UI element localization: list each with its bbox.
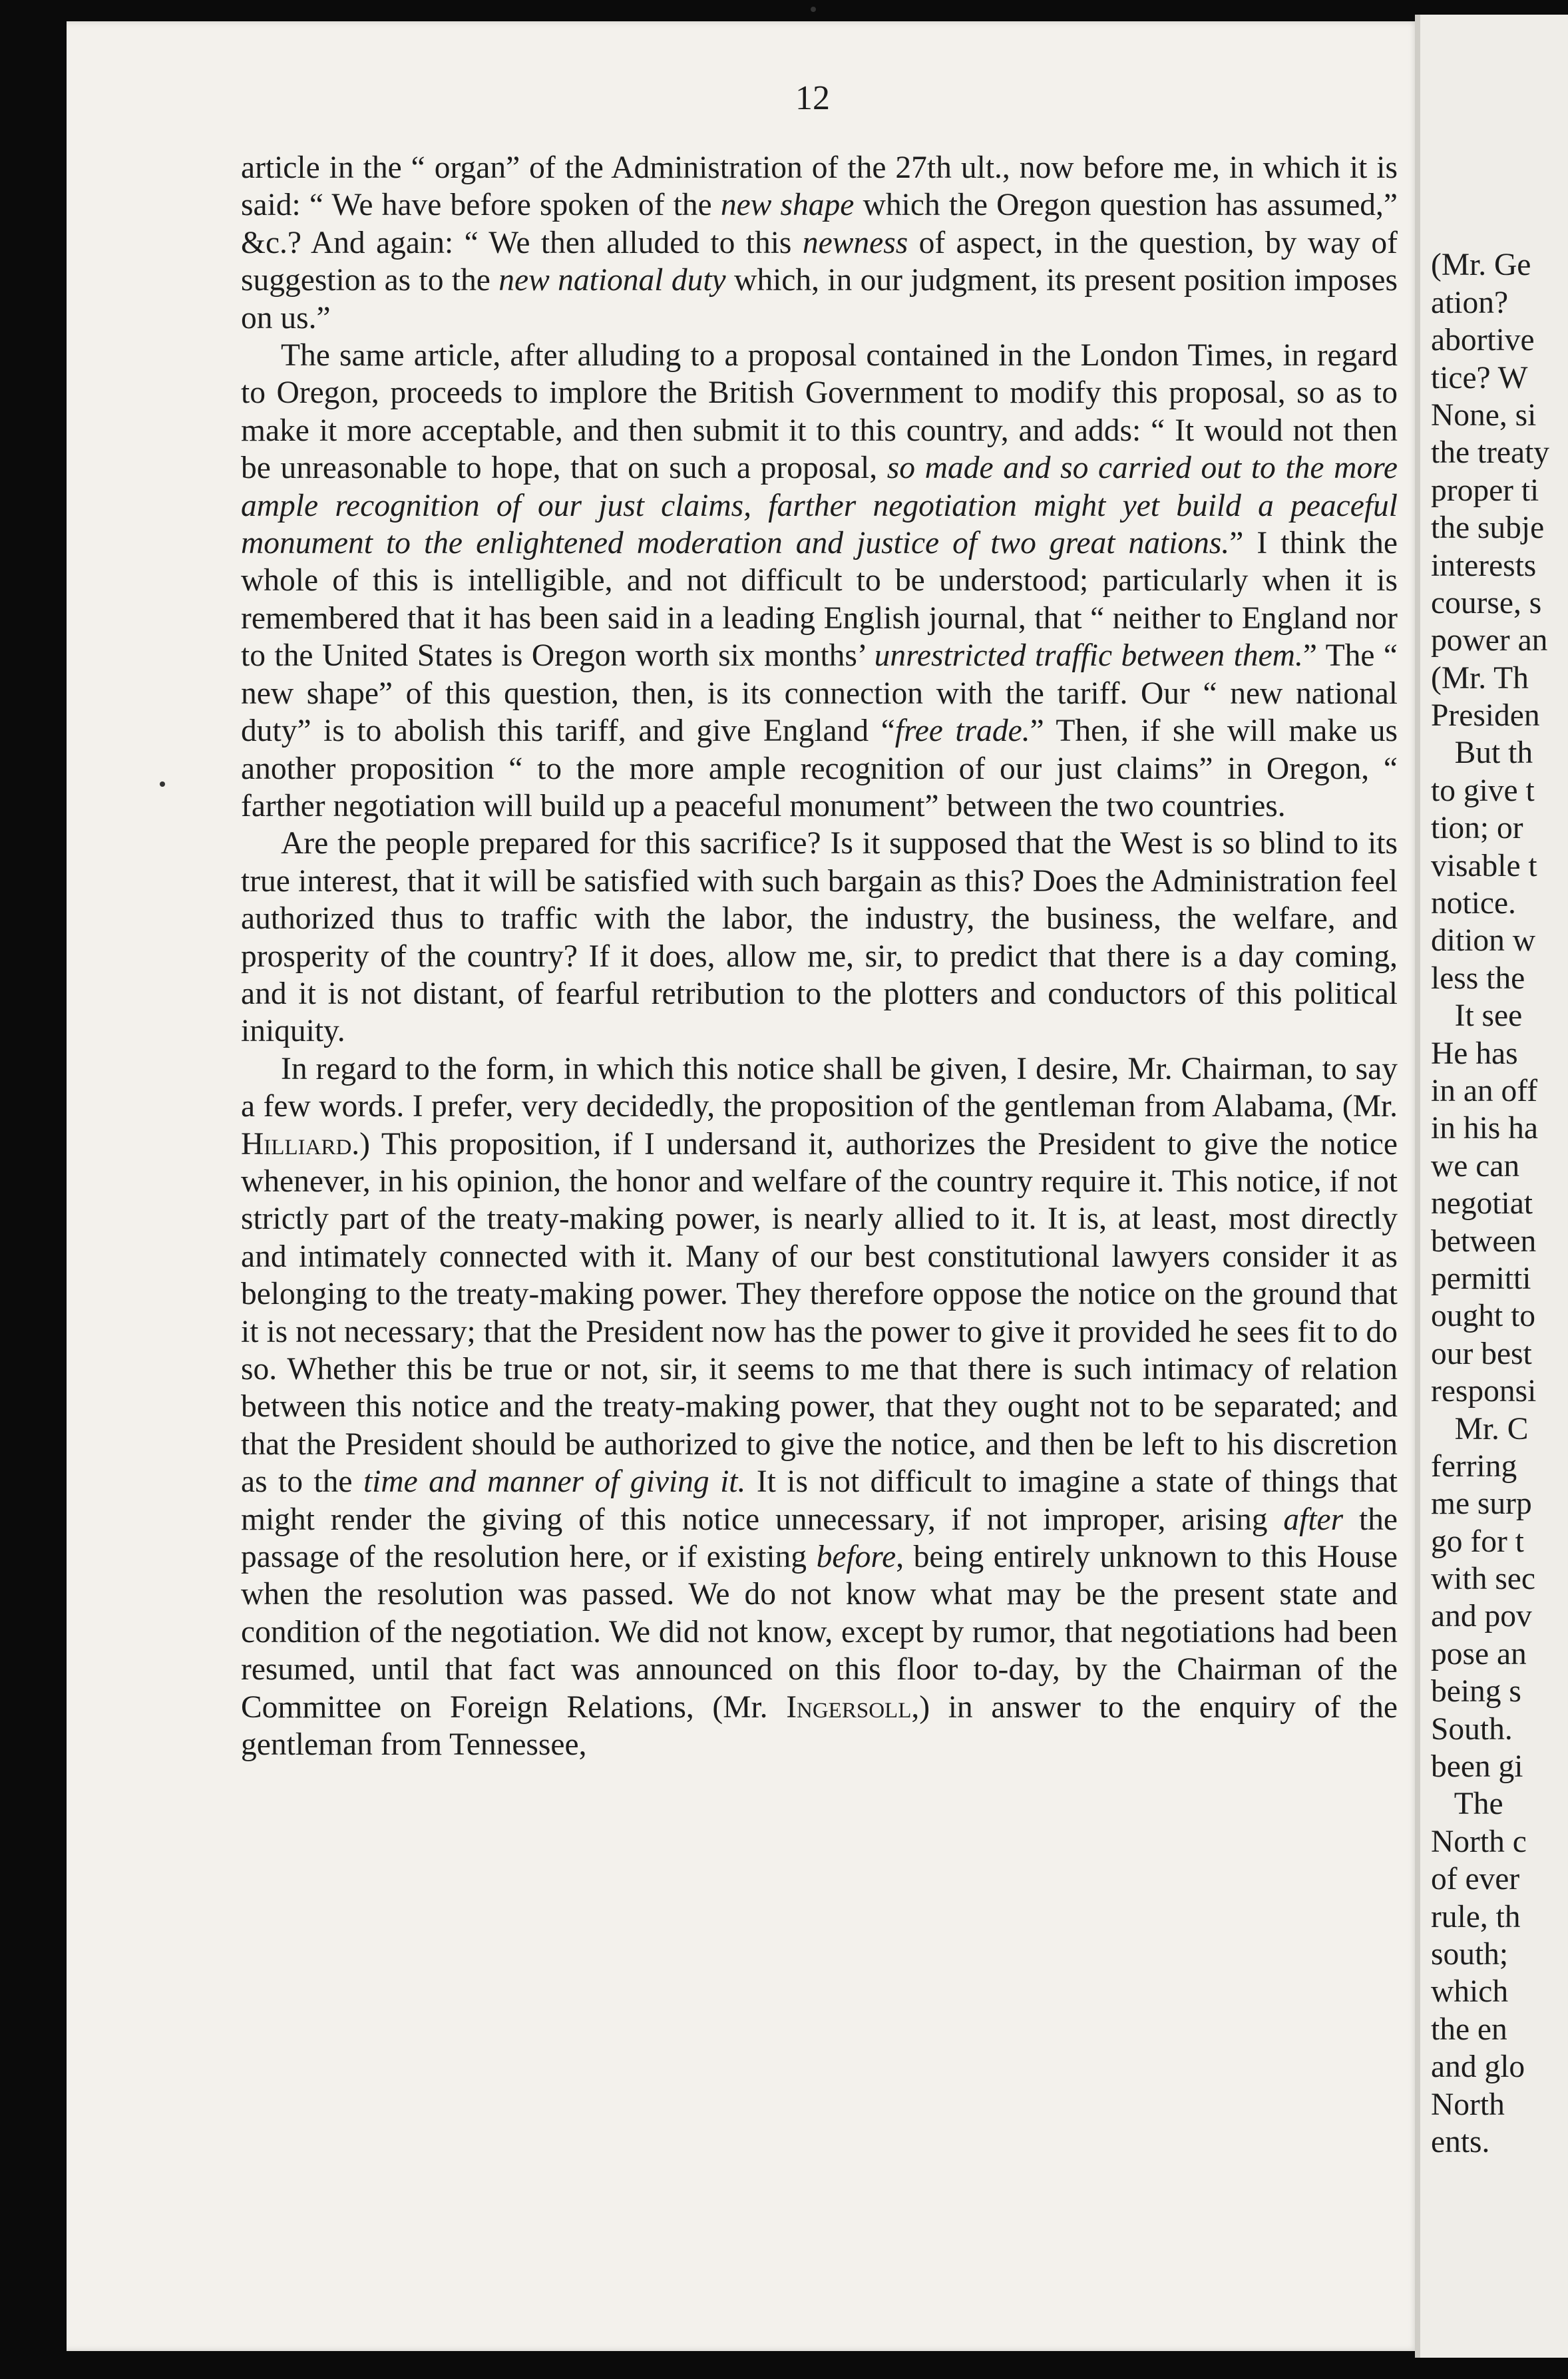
right-page-line: our best [1431,1336,1532,1371]
text-run: Ingersoll [786,1689,912,1725]
scan-speck [811,7,816,12]
right-page-line: being s [1431,1674,1521,1709]
right-page-line: rule, th [1431,1899,1521,1934]
right-page-line: which [1431,1974,1509,2010]
text-run: ” Then, if she will make us another proposition “ to the more ample recognition of our just claims” in Oregon, “ farther negotiation will build up a peaceful monument” between the two countries. [241,714,1398,823]
text-run: unrestricted traffic between them. [874,638,1303,674]
right-page-line: in his ha [1431,1111,1538,1146]
text-run: new national duty [498,263,726,298]
right-page-line: It see [1431,998,1523,1034]
text-run: .) This proposition, if I undersand it, authorizes the President to give the notice whenever, in his opinion, the honor and welfare of the country require it. This notice, if not strictly part of the treaty-making power, is nearly allied to it. It is, at least, most directly and intimately connected with it. Many of our best constitutional lawyers consider it as belonging to the treaty-making power. They therefore oppose the notice on the ground that it is not necessary; that the President now has the power to give it provided he sees fit to do so. Whether this be true or not, sir, it seems to me that there is such intimacy of relation between this notice and the treaty-making power, that they ought not to be separated; and that the President should be authorized to give the notice, and then be left to his discretion as to the [241,1126,1398,1500]
text-run: time and manner of giving it. [363,1464,746,1500]
text-run: of aspect, in the question, by way of suggestion as to the [241,225,1398,298]
right-page-line: South. [1431,1711,1513,1747]
right-page-line: North c [1431,1824,1527,1859]
right-page-line: the treaty [1431,435,1550,471]
text-run: article in the “ organ” of the Administration of the 27th ult., now before me, in which it is said: “ We have before spoken of the [241,150,1398,223]
right-page-line: the subje [1431,511,1545,546]
right-page-line: we can [1431,1148,1520,1184]
right-page-line: responsi [1431,1374,1537,1409]
page-number: 12 [795,79,830,117]
text-run: new shape [720,188,855,223]
right-page-line: power an [1431,623,1548,658]
text-run: so made and so carried out to the more ample recognition of our just claims, farther negotiation might yet build a peaceful monument to the enlightened moderation and justice of two great nations. [241,451,1398,561]
text-run: ” I think the whole of this is intelligible, and not difficult to be understood; particularly when it is remembered that it has been said in a leading English journal, that “ neither to England nor to the United States is Oregon worth six months’ [241,526,1398,674]
right-page-line: visable t [1431,848,1537,883]
right-page-line: proper ti [1431,473,1539,508]
right-page-line: and pov [1431,1599,1532,1634]
right-page-line: (Mr. Ge [1431,248,1531,283]
text-run: In regard to the form, in which this notice shall be given, I desire, Mr. Chairman, to say a few words. I prefer, very decidedly, the proposition of the gentleman from Alabama, (Mr. [241,1051,1398,1124]
right-page-line: course, s [1431,585,1542,620]
right-page-line: permitti [1431,1261,1531,1296]
text-run: ” The “ new shape” of this question, then, is its connection with the tariff. Our “ new national duty” is to abolish this tariff, and give England “ [241,638,1398,749]
text-run: Hilliard [241,1126,352,1162]
scan-speck [160,781,165,787]
right-page-line: None, si [1431,397,1537,433]
right-page-line: between [1431,1223,1537,1259]
text-column [241,149,1398,1763]
right-page-fragments [1431,209,1549,2161]
text-run: It is not difficult to imagine a state of things that might render the giving of this notice unnecessary, if not improper, arising [241,1464,1398,1537]
right-page-line: dition w [1431,923,1536,959]
right-page-line: ought to [1431,1299,1536,1334]
text-run: newness [802,225,908,260]
right-page-line: south; [1431,1936,1509,1972]
right-page-line: ents. [1431,2124,1490,2159]
right-page-line: ferring [1431,1448,1517,1484]
paragraph [241,337,1398,825]
right-page-line [1431,209,1549,246]
right-page-line: North [1431,2087,1505,2122]
right-page-line: tion; or [1431,811,1523,846]
paragraph [241,149,1398,337]
right-page-line: notice. [1431,886,1516,921]
right-page-line: of ever [1431,1862,1520,1897]
text-run: before [816,1540,896,1575]
text-run: which, in our judgment, its present position imposes on us.” [241,263,1398,335]
right-page-line: tice? W [1431,360,1528,395]
right-page-line: the en [1431,2012,1507,2047]
right-page-line: go for t [1431,1524,1524,1559]
right-page-line: interests [1431,548,1537,583]
right-page [1415,15,1568,2358]
right-page-line: Mr. C [1431,1411,1529,1446]
right-page-line: (Mr. Th [1431,660,1529,696]
right-page-line: to give t [1431,773,1535,808]
right-page-line: me surp [1431,1486,1532,1522]
right-page-line: But th [1431,736,1533,771]
right-page-line: He has [1431,1036,1518,1071]
right-page-line: abortive [1431,323,1535,358]
text-run: ,) in answer to the enquiry of the gentleman from Tennessee, [241,1689,1398,1763]
paragraph [241,825,1398,1050]
right-page-line: Presiden [1431,698,1540,734]
right-page-line: been gi [1431,1749,1523,1785]
text-run: free trade. [894,714,1030,749]
right-page-line: in an off [1431,1073,1538,1108]
right-page-line: less the [1431,961,1525,996]
text-run: which the Oregon question has assumed,” &c.? And again: “ We then alluded to this [241,188,1398,260]
text-run: , being entirely unknown to this House when the resolution was passed. We do not know what may be the present state and condition of the negotiation. We did not know, except by rumor, that negotiations had been resumed, until that fact was announced on this floor to-day, by the Chairman of the Committee on Foreign Relations, (Mr. [241,1540,1398,1725]
right-page-line: ation? [1431,285,1509,320]
text-run: the passage of the resolution here, or if existing [241,1502,1398,1575]
text-run: The same article, after alluding to a proposal contained in the London Times, in regard to Oregon, proceeds to implore the British Government to modify this proposal, so as to make it more acceptable, and then submit it to this country, and adds: “ It would not then be unreasonable to hope, that on such a proposal, [241,338,1398,486]
text-run: after [1283,1502,1344,1537]
right-page-line: pose an [1431,1636,1527,1671]
right-page-line: with sec [1431,1562,1535,1597]
right-page-line: and glo [1431,2050,1525,2085]
right-page-line: The [1431,1787,1503,1822]
text-run: Are the people prepared for this sacrifice? Is it supposed that the West is so blind to its true interest, that it will be satisfied with such bargain as this? Does the Administration feel authorized thus to traffic with the labor, the industry, the business, the welfare, and prosperity of the country? If it does, allow me, sir, to predict that there is a day coming, and it is not distant, of fearful retribution to the plotters and conductors of this political iniquity. [241,826,1398,1049]
right-page-line: negotiat [1431,1186,1533,1221]
paragraph [241,1050,1398,1764]
